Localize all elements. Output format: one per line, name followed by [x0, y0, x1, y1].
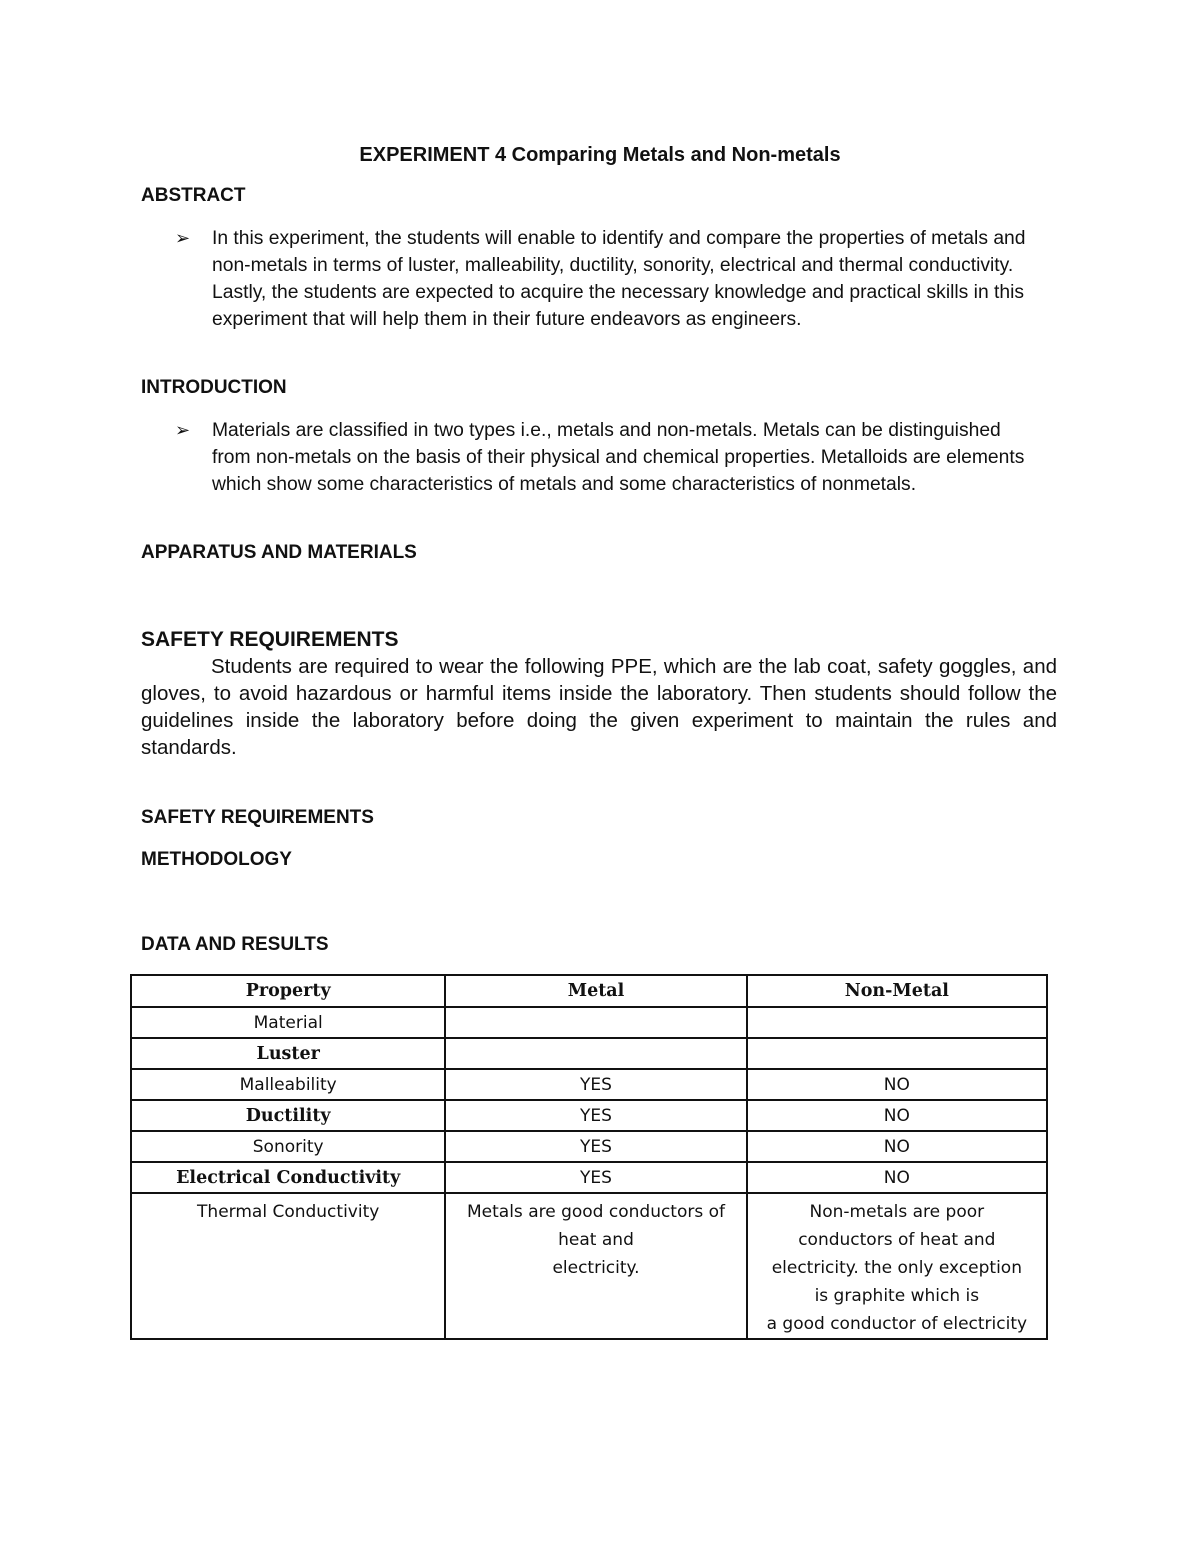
header-property: Property [131, 975, 445, 1007]
table-row [131, 1162, 1047, 1193]
cell-property: Material [131, 1007, 445, 1038]
cell-metal: YES [445, 1131, 746, 1162]
abstract-text: In this experiment, the students will enable to identify and compare the properties of metals and non-metals in terms of luster, malleability, ductility, sonority, electrical and thermal conductivity. Lastly, the students are expected to acquire the necessary knowledge and practical skills in this experiment that will help them in their future endeavors as engineers. [212, 228, 1026, 330]
cell-nonmetal [747, 1007, 1047, 1038]
cell-nonmetal-thermal [747, 1193, 1047, 1339]
cell-text-line: is graphite which is [814, 1286, 980, 1306]
cell-nonmetal: NO [747, 1131, 1047, 1162]
cell-text-line: a good conductor of electricity [766, 1314, 1028, 1334]
safety-heading-repeat: SAFETY REQUIREMENTS [141, 807, 374, 828]
apparatus-heading: APPARATUS AND MATERIALS [141, 542, 417, 563]
cell-nonmetal: NO [747, 1100, 1047, 1131]
cell-text-line: electricity. [552, 1258, 640, 1278]
cell-nonmetal [747, 1038, 1047, 1069]
table-row [131, 1131, 1047, 1162]
cell-property: Luster [131, 1038, 445, 1069]
cell-metal [445, 1038, 746, 1069]
cell-text-line: conductors of heat and [798, 1230, 996, 1250]
data-results-heading: DATA AND RESULTS [141, 934, 329, 955]
header-nonmetal: Non-Metal [747, 975, 1047, 1007]
table-row [131, 1100, 1047, 1131]
arrow-bullet-icon: ➢ [175, 228, 191, 248]
cell-metal: YES [445, 1162, 746, 1193]
cell-property: Malleability [131, 1069, 445, 1100]
cell-text-line: electricity. the only exception [771, 1258, 1022, 1278]
cell-property: Electrical Conductivity [131, 1162, 445, 1193]
abstract-heading: ABSTRACT [141, 185, 246, 206]
cell-property: Ductility [131, 1100, 445, 1131]
cell-text-line: Metals are good conductors of [467, 1202, 726, 1222]
cell-metal [445, 1007, 746, 1038]
results-table [130, 974, 1048, 1340]
cell-property: Thermal Conductivity [131, 1193, 445, 1339]
introduction-text: Materials are classified in two types i.e., metals and non-metals. Metals can be distinguished from non-metals on the basis of their physical and chemical properties. Metalloids are elements which show some characteristics of metals and some characteristics of nonmetals. [212, 420, 1025, 495]
arrow-bullet-icon: ➢ [175, 420, 191, 440]
cell-text-line: Non-metals are poor [809, 1202, 985, 1222]
introduction-bullet [175, 417, 1035, 498]
abstract-bullet [175, 225, 1035, 333]
cell-metal-thermal [445, 1193, 746, 1339]
cell-nonmetal: NO [747, 1069, 1047, 1100]
cell-metal: YES [445, 1069, 746, 1100]
table-row [131, 1007, 1047, 1038]
safety-heading: SAFETY REQUIREMENTS [141, 628, 399, 651]
page-title: EXPERIMENT 4 Comparing Metals and Non-metals [359, 144, 841, 166]
table-header-row [131, 975, 1047, 1007]
introduction-heading: INTRODUCTION [141, 377, 287, 398]
table-row-thermal [131, 1193, 1047, 1339]
table-row [131, 1038, 1047, 1069]
cell-property: Sonority [131, 1131, 445, 1162]
methodology-heading: METHODOLOGY [141, 849, 292, 870]
header-metal: Metal [445, 975, 746, 1007]
table-row [131, 1069, 1047, 1100]
cell-metal: YES [445, 1100, 746, 1131]
cell-text-line: heat and [558, 1230, 634, 1250]
cell-nonmetal: NO [747, 1162, 1047, 1193]
safety-paragraph: Students are required to wear the following PPE, which are the lab coat, safety goggles, and gloves, to avoid hazardous or harmful items inside the laboratory. Then students should follow the guidelines inside the laboratory before doing the given experiment to maintain the rules and standards. [141, 655, 1057, 759]
